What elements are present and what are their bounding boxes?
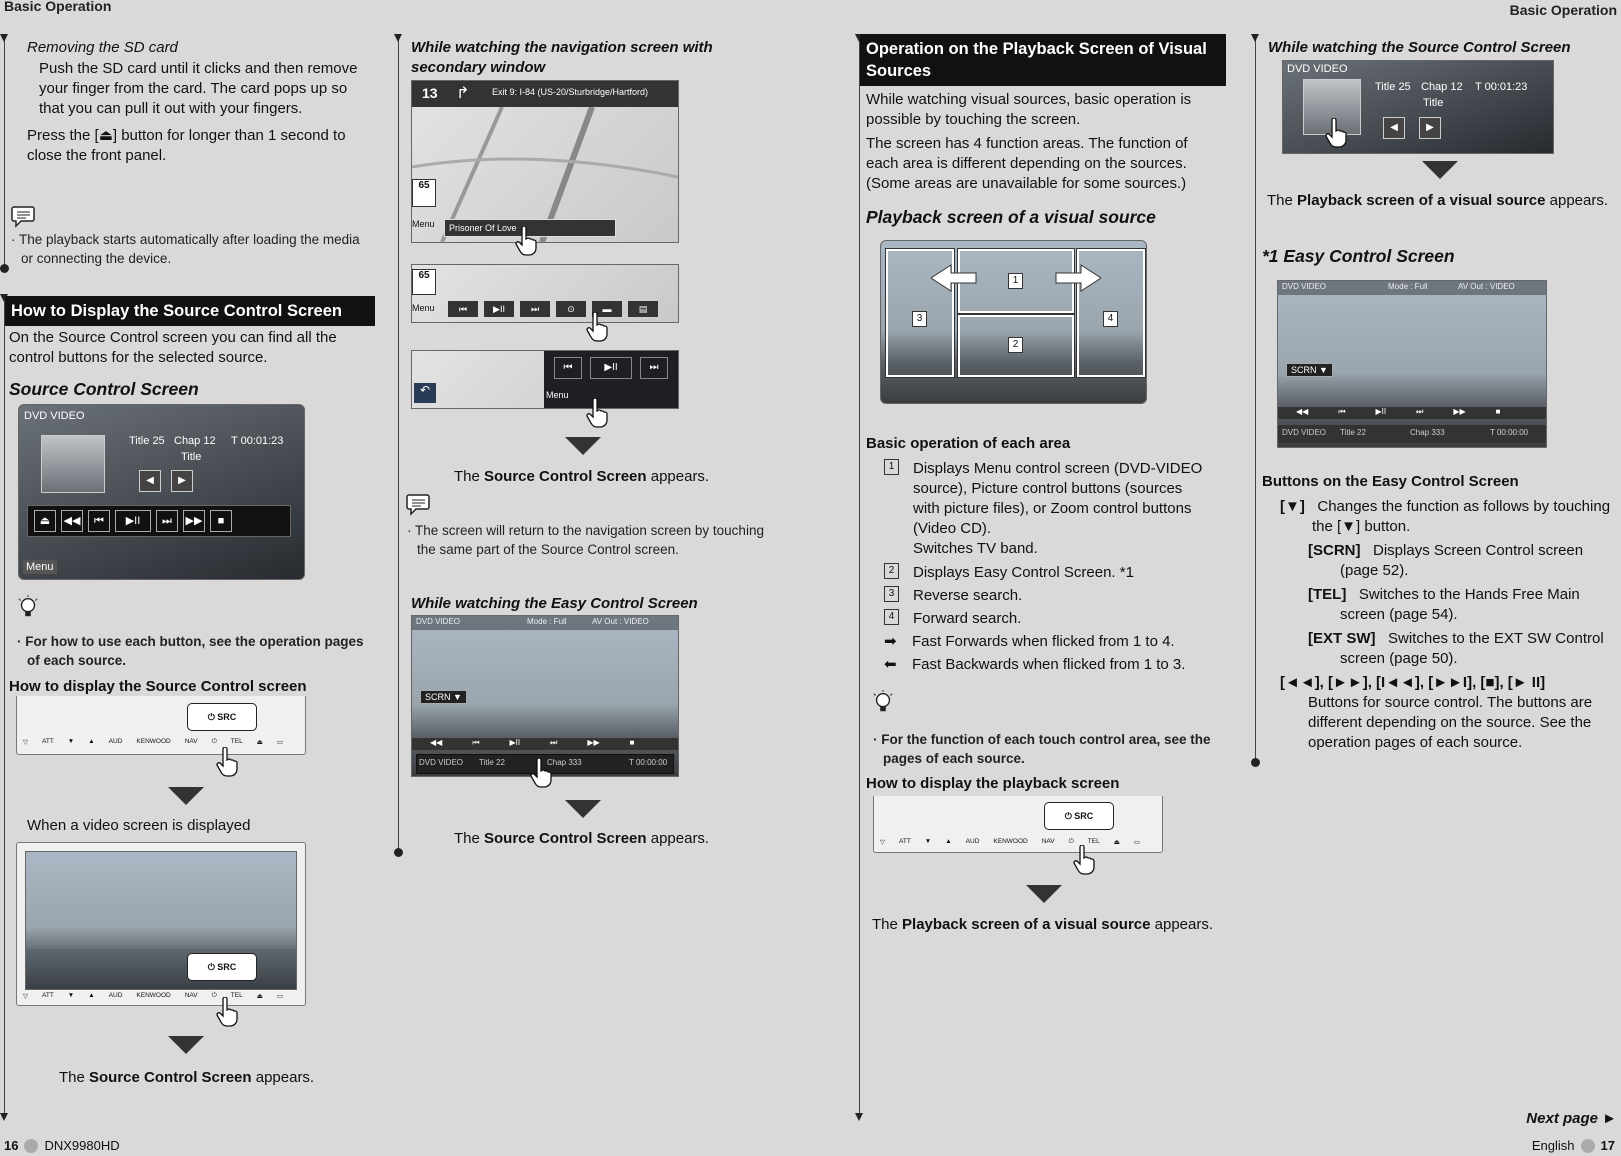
dvd-video-label: DVD VIDEO [416,617,461,626]
model-name: DNX9980HD [44,1138,120,1153]
dvd-video-label: DVD VIDEO [1287,63,1348,75]
head-unit-bezel [16,696,306,755]
area-1-label: 1 [1008,273,1023,289]
rewind-button[interactable]: ◀◀ [430,738,443,747]
dvd-video-label: DVD VIDEO [1282,282,1327,291]
easy-control-screenshot [411,615,679,777]
title-number: Title 25 [129,435,165,447]
fast-forward-button[interactable]: ▶▶ [587,738,600,747]
section-title-source-control: How to Display the Source Control Screen [5,296,375,326]
source-control-appears: The Source Control Screen appears. [454,468,710,485]
skip-back-button[interactable]: ⏮ [88,510,110,532]
playback-intro-1: While watching visual sources, basic operation is possible by touching the screen. [866,91,1192,128]
dvd-video-label: DVD VIDEO [1282,428,1327,437]
av-out-label: AV Out : VIDEO [592,617,649,626]
minimize-button[interactable]: ▬ [592,301,622,317]
rewind-button[interactable]: ◀◀ [61,510,83,532]
scrn-button[interactable]: SCRN ▼ [420,690,467,704]
bezel-labels: ▽ ATT ▼ ▲ AUD KENWOOD NAV ⏻ TEL ⏏ ▭ [880,838,1140,846]
area-4-label: 4 [1103,311,1118,327]
tel-item: [TEL] Switches to the Hands Free Main screen (page 54). [1308,586,1580,623]
removing-sd-text: Push the SD card until it clicks and then remove your finger from the card. The card pops up so that you can pull it out with your fingers. [39,60,358,117]
finger-tap-icon [216,997,238,1027]
down-arrow-icon [565,437,601,455]
column-rule [4,36,5,269]
title-label: Title [1423,97,1444,109]
easy-buttons-list [1280,497,1612,753]
while-source-control-heading: While watching the Source Control Screen [1268,39,1571,56]
tip-source-buttons: · For how to use each button, see the operation pages of each source. [17,634,364,668]
navigation-controls-screenshot [411,264,679,323]
chapter-label: Chap 333 [1410,428,1445,437]
source-control-appears: The Source Control Screen appears. [59,1069,315,1086]
section-title-playback: Operation on the Playback Screen of Visual Sources [860,34,1226,86]
source-control-heading: Source Control Screen [9,379,199,399]
area-item-1: 1 Displays Menu control screen (DVD-VIDEO source), Picture control buttons (sources with picture files), or Zoom control buttons (Video CD). Switches TV band. [884,459,1214,559]
column-rule [398,36,399,853]
src-button[interactable]: ⏻ SRC [1044,802,1114,830]
play-pause-button[interactable]: ▶II [509,738,521,747]
title-number: Title 25 [1375,81,1411,93]
rewind-button[interactable]: ◀◀ [1296,407,1309,416]
playback-screen-heading: Playback screen of a visual source [866,207,1156,227]
chapter-number: Chap 12 [1421,81,1463,93]
area-item-2: 2 Displays Easy Control Screen. *1 [884,563,1214,583]
mode-label: Mode : Full [527,617,567,626]
scrn-button[interactable]: SCRN ▼ [1286,363,1333,377]
finger-tap-icon [586,312,608,342]
easy-control-screen-heading: *1 Easy Control Screen [1262,246,1455,266]
playback-appears: The Playback screen of a visual source appears. [1267,192,1609,209]
title-label: Title [181,451,202,463]
page-number-right: 17 [1600,1138,1615,1153]
next-page-link[interactable]: Next page ► [1526,1110,1617,1127]
easy-control-heading: While watching the Easy Control Screen [411,595,698,612]
column-rule [859,36,860,1118]
easy-info-bar [1278,425,1546,443]
header-left: Basic Operation [4,0,112,14]
triangle-button-item: [▼] Changes the function as follows by touching the [▼] button. [1280,498,1611,535]
header-right: Basic Operation [1509,2,1617,18]
menu-button[interactable]: Menu [412,303,435,313]
skip-back-button[interactable]: ⏮ [554,357,582,379]
how-to-display-heading: How to display the Source Control screen [9,678,307,695]
play-pause-button[interactable]: ▶II [115,510,151,532]
down-arrow-icon [1026,885,1062,903]
src-button[interactable]: ⏻ SRC [187,703,257,731]
section-intro: On the Source Control screen you can find all the control buttons for the selected source. [9,329,337,366]
dvd-video-label: DVD VIDEO [419,758,464,767]
note-icon [405,492,431,516]
footer-left [4,1138,120,1153]
area-2-easy[interactable] [958,315,1074,377]
play-time: T 00:01:23 [231,435,284,447]
tip-bulb-icon [870,690,896,714]
area-key: 4 [884,609,899,625]
source-controls-item: [◄◄], [►►], [I◄◄], [►►I], [■], [► II] Buttons for source control. The buttons are different depending on the source. See the operation pages of each source. [1280,674,1593,751]
finger-tap-icon [1325,118,1347,148]
skip-back-button[interactable]: ⏮ [472,738,480,747]
how-to-display-playback-heading: How to display the playback screen [866,775,1120,792]
flick-arrows-icon [931,263,1101,293]
speed-limit-sign: 65 [412,269,436,295]
tip-bulb-icon [15,595,41,619]
back-icon[interactable]: ↶ [414,383,436,403]
play-time: T 00:01:23 [1475,81,1528,93]
nav-secondary-heading: While watching the navigation screen with secondary window [411,39,713,76]
playback-areas-screenshot [880,240,1147,404]
easy-control-large-screenshot [1277,280,1547,448]
next-button[interactable]: ▶ [1419,117,1441,139]
note-playback-auto: · The playback starts automatically after loading the media or connecting the device. [11,232,360,266]
disc-artwork [41,435,105,493]
finger-tap-icon [530,758,552,788]
scrn-item: [SCRN] Displays Screen Control screen (page 52). [1308,542,1584,579]
time-label: T 00:00:00 [1490,428,1529,437]
finger-tap-icon [515,226,537,256]
footer-right [1532,1138,1615,1153]
press-eject-text: Press the [⏏] button for longer than 1 second to close the front panel. [27,127,346,164]
src-button[interactable]: ⏻ SRC [187,953,257,981]
area-list [884,459,1214,675]
menu-button[interactable]: Menu [23,560,57,574]
left-arrow-icon: ⬅ [884,656,897,673]
buttons-easy-heading: Buttons on the Easy Control Screen [1262,473,1519,490]
chapter-number: Chap 12 [174,435,216,447]
skip-forward-button[interactable]: ⏭ [550,738,558,747]
bezel-labels: ▽ ATT ▼ ▲ AUD KENWOOD NAV ⏻ TEL ⏏ ▭ [23,992,283,1000]
note-icon [10,204,36,228]
head-unit-video [16,842,306,1006]
head-unit-bezel [873,796,1163,853]
easy-control-buttons [412,738,678,750]
area-3-label: 3 [912,311,927,327]
menu-button[interactable]: Menu [546,390,569,400]
area-key: 2 [884,563,899,579]
mode-label: Mode : Full [1388,282,1428,291]
page-number-left: 16 [4,1138,19,1153]
easy-control-buttons [1278,407,1546,419]
control-bar [27,505,291,537]
down-arrow-icon [565,800,601,818]
column-rule [4,296,5,1118]
fast-forward-item: ➡ Fast Forwards when flicked from 1 to 4. [884,633,1175,650]
menu-button[interactable]: Menu [412,219,435,229]
area-key: 3 [884,586,899,602]
skip-forward-button[interactable]: ⏭ [1416,407,1424,416]
nav-topbar [412,81,678,107]
now-playing-bar[interactable]: Prisoner Of Love [444,219,616,237]
stop-button[interactable]: ■ [210,510,232,532]
footer-dot-icon [24,1139,38,1153]
play-pause-button[interactable]: ▶II [1375,407,1387,416]
prev-button[interactable]: ◀ [1383,117,1405,139]
area-2-label: 2 [1008,337,1023,353]
next-button[interactable]: ▶ [171,470,193,492]
title-label: Title 22 [479,758,505,767]
fast-backward-item: ⬅ Fast Backwards when flicked from 1 to 3. [884,656,1186,673]
area-item-3: 3 Reverse search. [884,586,1214,606]
easy-topbar [1278,281,1546,295]
time-label: T 00:00:00 [629,758,668,767]
title-label: Title 22 [1340,428,1366,437]
stop-button[interactable]: ■ [1495,407,1501,416]
column-rule [1255,36,1256,763]
fast-forward-button[interactable]: ▶▶ [183,510,205,532]
right-arrow-icon: ➡ [884,633,897,650]
note-return-nav: · The screen will return to the navigation screen by touching the same part of the Source Control screen. [407,523,764,557]
fast-forward-button[interactable]: ▶▶ [1453,407,1466,416]
basic-operation-heading: Basic operation of each area [866,435,1071,452]
bezel-labels: ▽ ATT ▼ ▲ AUD KENWOOD NAV ⏻ TEL ⏏ ▭ [23,738,283,746]
navigation-screenshot [411,80,679,243]
source-control-appears: The Source Control Screen appears. [454,830,710,847]
prev-button[interactable]: ◀ [139,470,161,492]
tip-touch-areas: · For the function of each touch control area, see the pages of each source. [873,732,1211,766]
dvd-video-label: DVD VIDEO [24,410,85,422]
skip-back-button[interactable]: ⏮ [1338,407,1346,416]
finger-tap-icon [216,747,238,777]
down-arrow-icon [1422,161,1458,179]
down-arrow-icon [168,1036,204,1054]
easy-topbar [412,616,678,630]
chapter-label: Chap 333 [547,758,582,767]
nav-exit-text: Exit 9: I-84 (US-20/Sturbridge/Hartford) [492,87,649,97]
ext-sw-item: [EXT SW] Switches to the EXT SW Control screen (page 50). [1308,630,1604,667]
language: English [1531,1138,1575,1153]
navigation-source-screenshot [411,350,679,409]
nav-distance: 13 [422,85,438,101]
split-button[interactable]: ▤ [628,301,658,317]
area-item-4: 4 Forward search. [884,609,1214,629]
source-control-screenshot [18,404,305,580]
skip-forward-button[interactable]: ⏭ [520,301,550,317]
play-pause-button[interactable]: ▶II [590,357,632,379]
turn-arrow-icon: ↱ [456,85,470,102]
down-arrow-icon [168,787,204,805]
source-button[interactable]: ⊙ [556,301,586,317]
eject-button[interactable]: ⏏ [34,510,56,532]
removing-sd-title: Removing the SD card [27,39,178,56]
finger-tap-icon [1073,845,1095,875]
area-key: 1 [884,459,899,475]
source-control-mini-screenshot [1282,60,1554,154]
skip-forward-button[interactable]: ⏭ [156,510,178,532]
playback-appears: The Playback screen of a visual source appears. [872,916,1214,933]
footer-dot-icon [1581,1139,1595,1153]
av-out-label: AV Out : VIDEO [1458,282,1515,291]
nav-control-buttons [448,301,658,317]
play-pause-button[interactable]: ▶II [484,301,514,317]
skip-back-button[interactable]: ⏮ [448,301,478,317]
when-video-text: When a video screen is displayed [27,817,251,834]
playback-intro-2: The screen has 4 function areas. The function of each area is different depending on the sources. (Some areas are unavailable for some sources.) [866,135,1188,192]
source-panel [544,351,678,408]
stop-button[interactable]: ■ [629,738,635,747]
finger-tap-icon [586,398,608,428]
speed-limit-sign: 65 [412,179,436,207]
skip-forward-button[interactable]: ⏭ [640,357,668,379]
